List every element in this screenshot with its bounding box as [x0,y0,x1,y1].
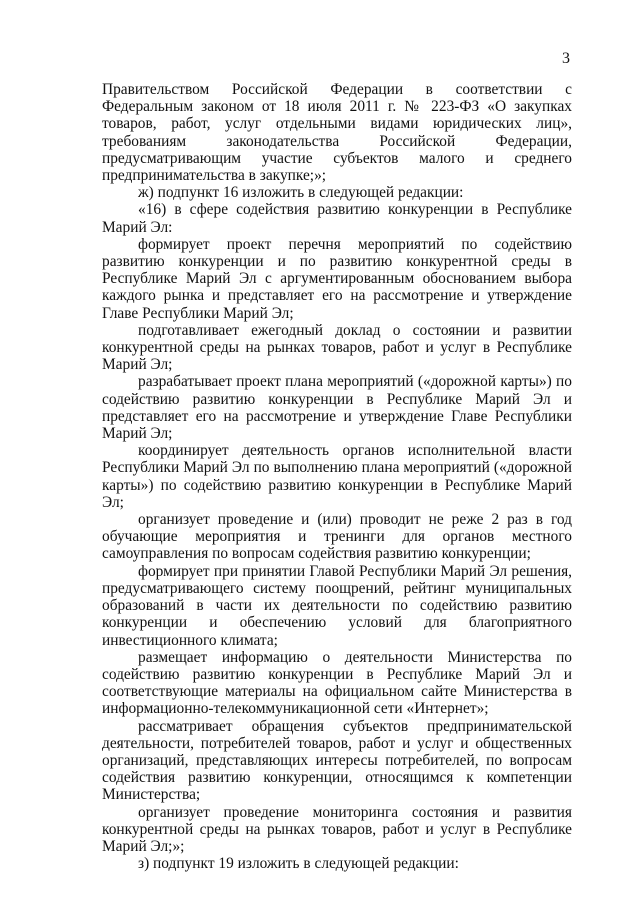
paragraph: формирует при принятии Главой Республики Марий Эл решения, предусматривающего систему поощрений, рейтинг муниципальных образований в части их деятельности по содействию развитию конкуренции и обеспечению условий для благоприятного инвестиционного климата; [102,562,572,649]
paragraph: организует проведение и (или) проводит не реже 2 раз в год обучающие мероприятия и тренинги для органов местного самоуправления по вопросам содействия развитию конкуренции; [102,511,572,563]
paragraph: организует проведение мониторинга состояния и развития конкурентной среды на рынках товаров, работ и услуг в Республике Марий Эл;»; [102,803,572,855]
page-number: 3 [562,50,570,67]
paragraph: координирует деятельность органов исполнительной власти Республики Марий Эл по выполнению плана мероприятий («дорожной карты») по содействию развитию конкуренции в Республике Марий Эл; [102,442,572,511]
paragraph: формирует проект перечня мероприятий по содействию развитию конкуренции и по развитию конкурентной среды в Республике Марий Эл с аргументированным обоснованием выбора каждого рынка и представляет его на рассмотрение и утверждение Главе Республики Марий Эл; [102,235,572,322]
paragraph: Правительством Российской Федерации в соответствии с Федеральным законом от 18 июля 2011 г. № 223-ФЗ «О закупках товаров, работ, услуг отдельными видами юридических лиц», требованиям законодательства Российской Федерации, предусматривающим участие субъектов малого и среднего предпринимательства в закупке;»; [102,81,572,185]
paragraph: подготавливает ежегодный доклад о состоянии и развитии конкурентной среды на рынках товаров, работ и услуг в Республике Марий Эл; [102,321,572,374]
paragraph: разрабатывает проект плана мероприятий («дорожной карты») по содействию развитию конкуренции в Республике Марий Эл и представляет его на рассмотрение и утверждение Главе Республики Марий Эл; [102,373,572,443]
paragraph: размещает информацию о деятельности Министерства по содействию развитию конкуренции в Республике Марий Эл и соответствующие материалы на официальном сайте Министерства в информационно-телекоммуникационной сети «Интернет»; [102,648,572,718]
paragraph: з) подпункт 19 изложить в следующей редакции: [138,855,459,873]
paragraph: «16) в сфере содействия развитию конкуренции в Республике Марий Эл: [102,201,572,236]
paragraph: ж) подпункт 16 изложить в следующей редакции: [138,184,464,202]
paragraph: рассматривает обращения субъектов предпринимательской деятельности, потребителей товаров, работ и услуг и общественных организаций, представляющих интересы потребителей, по вопросам содействия развитию конкуренции, относящимся к компетенции Министерства; [102,717,572,804]
document-body [102,81,572,872]
